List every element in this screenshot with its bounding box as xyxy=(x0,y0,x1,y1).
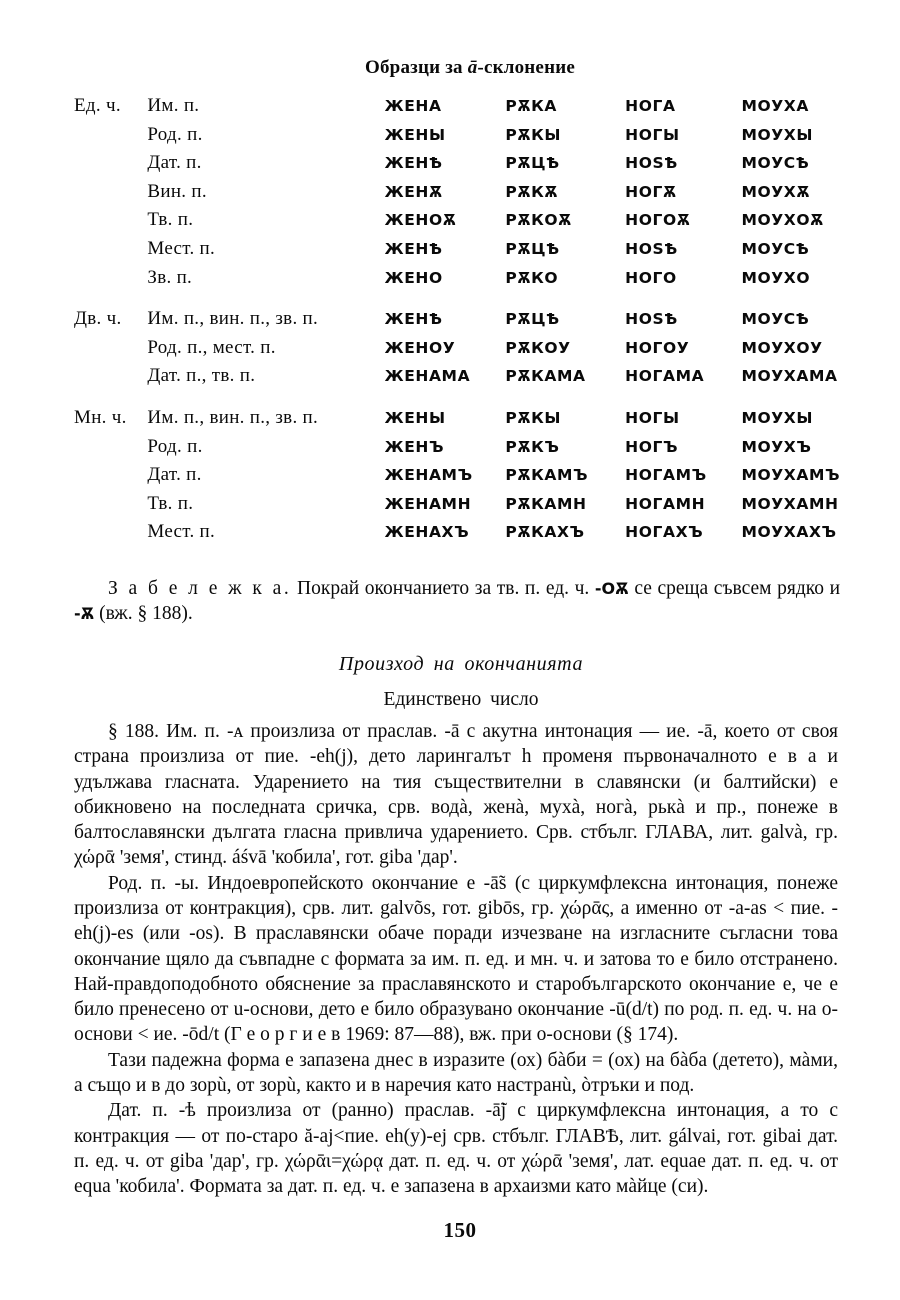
paradigm-form: ЖЕНОУ xyxy=(384,338,456,357)
table-row xyxy=(74,295,874,337)
paradigm-form: НОГАМЪ xyxy=(625,466,707,485)
paradigm-form: МОУХЪ xyxy=(741,437,812,456)
table-title-prefix: Образци за xyxy=(365,57,468,78)
table-row xyxy=(74,365,874,394)
paradigm-form: ЖЕНѢ xyxy=(384,239,443,258)
number-label: Дв. ч. xyxy=(74,308,122,330)
table-row xyxy=(74,521,874,550)
paradigm-form: РѪКѪ xyxy=(505,182,559,201)
paragraph-dative: Дат. п. -ѣ произлиза от (ранно) праслав. -ā̃j с циркумфлексна интонация, а то с контракция — от по-старо ă-aj<пие. eh(y)-ej срв. стбълг. ГЛАВѢ, лит. gálvai, гот. gibai дат. п. ед. ч. от giba 'дар', гр. χώρᾱι=χώρᾳ дат. п. ед. ч. от χώρᾱ 'земя', лат. equae дат. п. ед. ч. от equa 'кобила'. Формата за дат. п. ед. ч. е запазена в архаизми като мàйце (си). xyxy=(74,1100,838,1198)
paradigm-table xyxy=(74,95,874,550)
paradigm-table-title xyxy=(0,0,900,79)
note-ocs-form-1: -ОѪ xyxy=(594,578,629,598)
paradigm-form: МОУСѢ xyxy=(741,154,810,173)
case-label: Им. п., вин. п., зв. п. xyxy=(147,308,319,330)
number-label xyxy=(74,365,147,394)
table-row xyxy=(74,95,874,124)
case-label: Им. п. xyxy=(147,95,200,116)
paragraph-188: § 188. Им. п. -ᴀ произлиза от праслав. -ā с акутна интонация — ие. -ā, което от своя страна произлиза от пие. -eh(j), дето ларингалът h променя първоначалното e в a и удължава гласната. Ударението на тия съществителни в славянски (и балтийски) е обикновено на последната сричка, срв. водà, женà, мухà, ногà, рькà и пр., понеже в балтославянски дългата гласна привлича ударението. Срв. стбълг. ГЛАВА, лит. galvà, гр. χώρᾱ 'земя', стинд. áśvā 'кобила', гот. giba 'дар'. xyxy=(74,720,838,869)
paradigm-form: НОГЫ xyxy=(625,125,680,144)
paradigm-form: РѪКАМЪ xyxy=(505,466,589,485)
paradigm-form: ЖЕНѢ xyxy=(384,310,443,329)
table-title-suffix: -склонение xyxy=(477,57,575,78)
paradigm-form: ЖЕНОѪ xyxy=(384,211,457,230)
paradigm-form: НОГЫ xyxy=(625,408,680,427)
number-label xyxy=(74,337,147,366)
case-label: Тв. п. xyxy=(147,492,194,514)
number-label xyxy=(74,238,147,267)
paradigm-form: РѪКАМА xyxy=(505,367,586,386)
table-row xyxy=(74,337,874,366)
note-text-before: Покрай окончанието за тв. п. ед. ч. xyxy=(291,577,595,599)
paradigm-form: НОГОѪ xyxy=(625,211,691,230)
paradigm-form: ЖЕНѪ xyxy=(384,182,443,201)
case-label: Дат. п. xyxy=(147,152,202,174)
number-label xyxy=(74,267,147,296)
paradigm-form: НОГѪ xyxy=(625,182,677,201)
paradigm-form: МОУХЫ xyxy=(741,408,814,427)
paradigm-form: РѪКОУ xyxy=(505,338,571,357)
paradigm-form: МОУСѢ xyxy=(741,310,810,329)
number-label: Ед. ч. xyxy=(74,95,121,116)
number-label: Мн. ч. xyxy=(74,406,127,428)
paradigm-form: ЖЕНА xyxy=(384,97,442,115)
paradigm-form: МОУХО xyxy=(741,268,811,287)
paradigm-form: РѪКАХЪ xyxy=(505,523,585,542)
number-label xyxy=(74,181,147,210)
case-label: Тв. п. xyxy=(147,209,194,231)
case-label: Зв. п. xyxy=(147,266,193,288)
case-label: Дат. п., тв. п. xyxy=(147,365,256,387)
paradigm-form: НОГАМН xyxy=(625,494,706,513)
table-row xyxy=(74,267,874,296)
note-label: З а б е л е ж к а. xyxy=(108,577,292,599)
table-row xyxy=(74,124,874,153)
number-label xyxy=(74,493,147,522)
table-row xyxy=(74,394,874,436)
case-label: Дат. п. xyxy=(147,464,202,486)
paradigm-form: РѪЦѢ xyxy=(505,239,560,258)
paradigm-form: ЖЕНАМН xyxy=(384,494,472,513)
paradigm-form: РѪКЪ xyxy=(505,437,560,456)
paradigm-form: МОУХАМН xyxy=(741,494,839,513)
paradigm-form: МОУХѪ xyxy=(741,182,811,201)
paradigm-form: ЖЕНЫ xyxy=(384,125,446,144)
paradigm-form: РѪЦѢ xyxy=(505,310,560,329)
table-title-macron: ā xyxy=(467,57,478,78)
paradigm-form: РѪКАМН xyxy=(505,494,587,513)
paradigm-form: МОУСѢ xyxy=(741,239,810,258)
number-label xyxy=(74,124,147,153)
paradigm-form: РѪЦѢ xyxy=(505,154,560,173)
number-label xyxy=(74,436,147,465)
note-paragraph xyxy=(74,576,840,626)
paradigm-form: МОУХАХЪ xyxy=(741,523,837,542)
paradigm-form: НОГАМА xyxy=(625,367,705,386)
number-label xyxy=(74,464,147,493)
table-row xyxy=(74,152,874,181)
paradigm-form: ЖЕНѢ xyxy=(384,154,443,173)
number-label xyxy=(74,152,147,181)
paradigm-form: МОУХА xyxy=(741,97,809,115)
note-text-end: (вж. § 188). xyxy=(94,602,193,624)
paradigm-form: НОГО xyxy=(625,268,677,287)
paradigm-form: ЖЕНАМЪ xyxy=(384,466,473,485)
paradigm-form: РѪКО xyxy=(505,268,559,287)
paradigm-form: РѪКОѪ xyxy=(505,211,572,230)
paragraph-genitive: Род. п. -ы. Индоевропейското окончание е -ā̃s (с циркумфлексна интонация, понеже произлиза от контракция), срв. лит. galvõs, гот. gibōs, гр. χώρᾱς, а именно от -a-as < пие. -eh(j)-es (или -os). В праславянски обаче поради изчезване на изгласните съгласни това окончание щяло да съвпадне с формата за им. п. ед. и мн. ч. и затова то е било отстранено. Най-правдоподобното обяснение за праславянското и старобългарското окончание е, че е било пренесено от u-основи, дето е било образувано окончание -ū(d/t) по род. п. ед. ч. на o-основи < ие. -ōd/t (Г е о р г и е в 1969: 87—88), вж. при o-основи (§ 174). xyxy=(74,872,838,1046)
paradigm-form: НОГОУ xyxy=(625,338,690,357)
section-title: Произход на окончанията xyxy=(338,652,584,675)
paragraph-case-form: Тази падежна форма е запазена днес в изразите (ох) бàби = (ох) на бàба (детето), мàми, а също и в до зорù, от зорù, както и в наречия като настранù, òтръки и под. xyxy=(74,1049,838,1097)
paradigm-form: НОЅѢ xyxy=(625,310,678,329)
note-ocs-form-2: -Ѫ xyxy=(74,603,95,623)
page-number: 150 xyxy=(443,1218,477,1242)
paradigm-form: МОУХОѪ xyxy=(741,211,824,230)
paradigm-form: НОГА xyxy=(625,97,676,115)
table-row xyxy=(74,181,874,210)
note-text-after: се среща съвсем рядко и xyxy=(628,577,841,599)
table-row xyxy=(74,464,874,493)
paradigm-form: РѪКЫ xyxy=(505,408,562,427)
paradigm-form: МОУХЫ xyxy=(741,125,814,144)
table-row xyxy=(74,493,874,522)
paradigm-form: ЖЕНАХЪ xyxy=(384,523,470,542)
case-label: Им. п., вин. п., зв. п. xyxy=(147,406,319,428)
paradigm-form: ЖЕНО xyxy=(384,268,443,287)
paradigm-form: ЖЕНАМА xyxy=(384,367,471,386)
case-label: Род. п. xyxy=(147,435,203,457)
paradigm-form: МОУХОУ xyxy=(741,338,823,357)
subsection-title: Единствено число xyxy=(383,688,539,710)
case-label: Род. п., мест. п. xyxy=(147,336,276,358)
paradigm-form: ЖЕНЫ xyxy=(384,408,446,427)
paradigm-form: ЖЕНЪ xyxy=(384,437,445,456)
case-label: Род. п. xyxy=(147,123,203,145)
table-row xyxy=(74,238,874,267)
table-row xyxy=(74,209,874,238)
case-label: Мест. п. xyxy=(147,521,216,543)
paradigm-form: НОЅѢ xyxy=(625,239,678,258)
paradigm-form: НОГАХЪ xyxy=(625,523,704,542)
paradigm-form: НОЅѢ xyxy=(625,154,678,173)
paradigm-form: МОУХАМЪ xyxy=(741,466,841,485)
case-label: Вин. п. xyxy=(147,180,207,202)
table-row xyxy=(74,436,874,465)
number-label xyxy=(74,209,147,238)
paradigm-form: МОУХАМА xyxy=(741,367,838,386)
paradigm-form: РѪКЫ xyxy=(505,125,562,144)
paradigm-form: НОГЪ xyxy=(625,437,679,456)
number-label xyxy=(74,521,147,550)
paradigm-form: РѪКА xyxy=(505,97,557,115)
case-label: Мест. п. xyxy=(147,237,216,259)
